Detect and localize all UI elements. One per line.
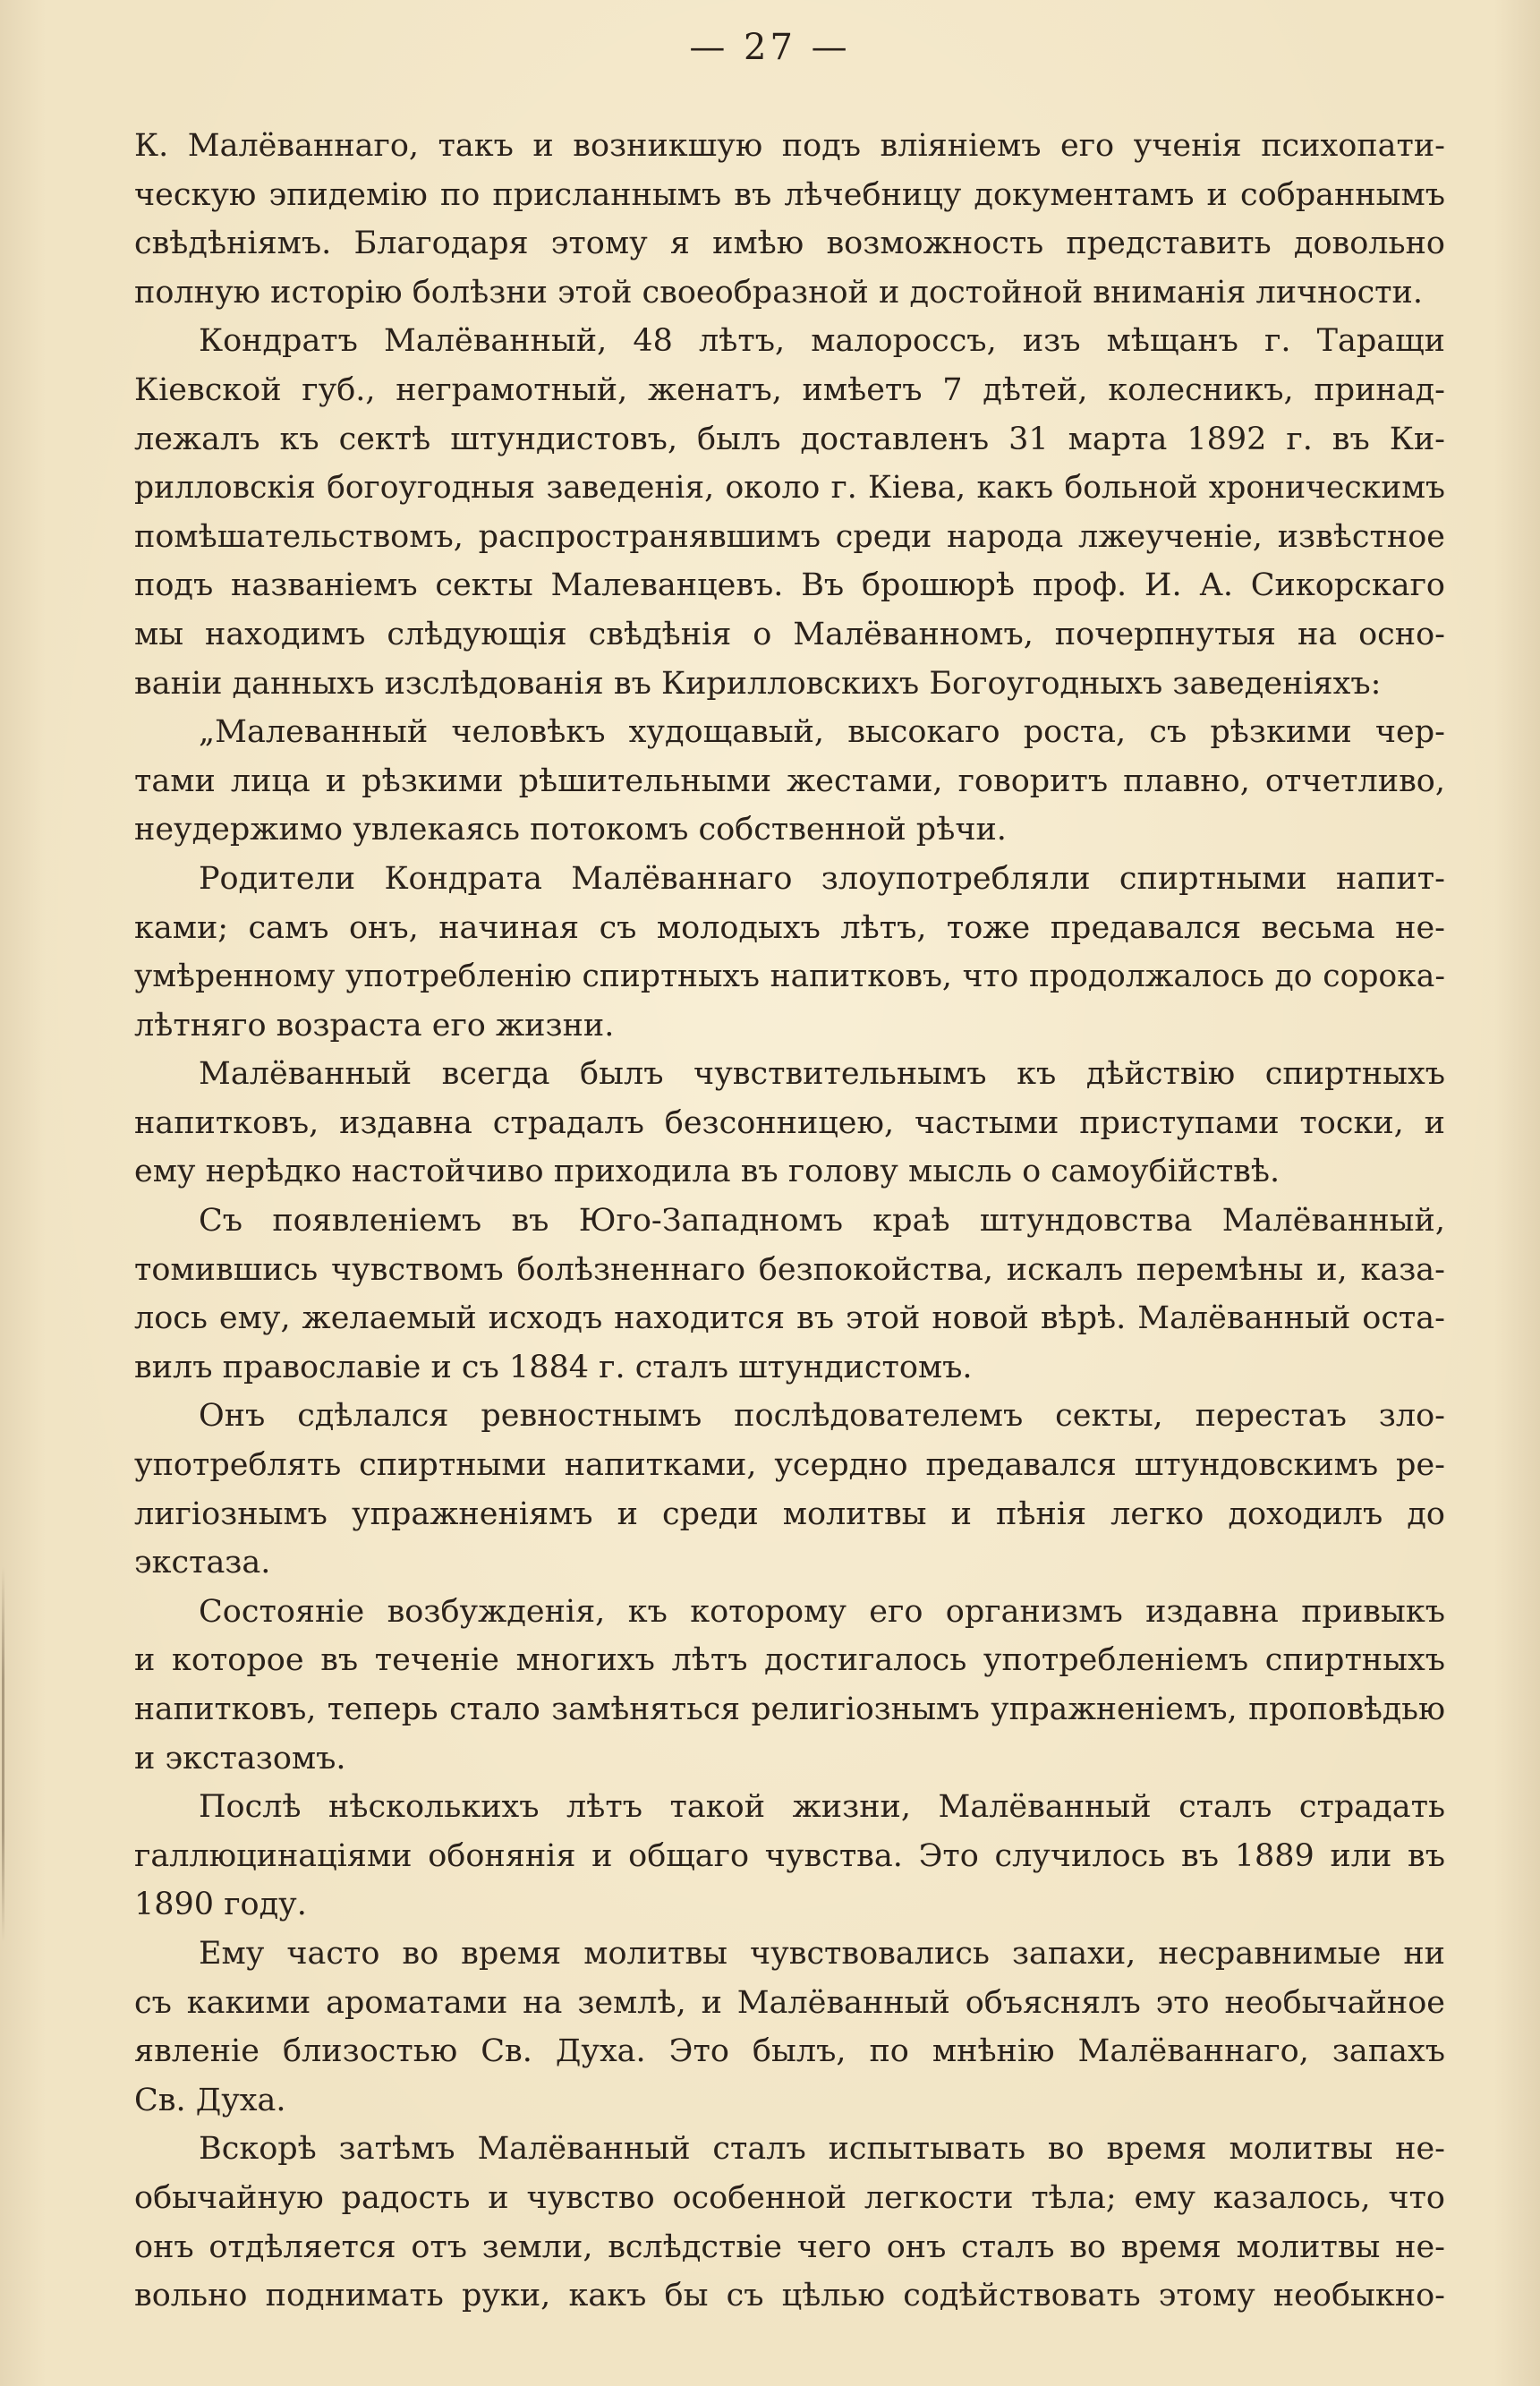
text-line: умѣренному употребленію спиртныхъ напитковъ, что продолжалось до сорока- [134, 959, 1445, 995]
text-line: явленіе близостью Св. Духа. Это былъ, по мнѣнію Малёваннаго, запахъ [134, 2033, 1445, 2070]
text-line: Вскорѣ затѣмъ Малёванный сталъ испытывать во время молитвы не- [199, 2131, 1445, 2168]
text-line: Послѣ нѣсколькихъ лѣтъ такой жизни, Малёванный сталъ страдать [199, 1789, 1445, 1826]
text-line: лежалъ къ сектѣ штундистовъ, былъ доставленъ 31 марта 1892 г. въ Ки- [134, 421, 1445, 457]
text-line: Съ появленіемъ въ Юго-Западномъ краѣ штундовства Малёванный, [199, 1203, 1445, 1240]
text-line: Родители Кондрата Малёваннаго злоупотребляли спиртными напит- [199, 860, 1445, 897]
text-line: мы находимъ слѣдующія свѣдѣнія о Малёванномъ, почерпнутыя на осно- [134, 616, 1445, 652]
text-line: лѣтняго возраста его жизни. [134, 1007, 615, 1044]
page-edge-shadow [2, 1566, 4, 1942]
text-line: ваніи данныхъ изслѣдованія въ Кирилловскихъ Богоугодныхъ заведеніяхъ: [134, 665, 1382, 702]
text-line: съ какими ароматами на землѣ, и Малёванный объяснялъ это необычайное [134, 1984, 1445, 2021]
text-line: лось ему, желаемый исходъ находится въ этой новой вѣрѣ. Малёванный оста- [134, 1300, 1445, 1337]
text-line: экстаза. [134, 1545, 271, 1581]
text-line: „Малеванный человѣкъ худощавый, высокаго роста, съ рѣзкими чер- [199, 714, 1445, 751]
text-line: тами лица и рѣзкими рѣшительными жестами, говоритъ плавно, отчетливо, [134, 763, 1445, 799]
page-number: — 27 — [689, 27, 851, 68]
text-line: и экстазомъ. [134, 1740, 346, 1777]
text-line: Кіевской губ., неграмотный, женатъ, имѣетъ 7 дѣтей, колесникъ, принад- [134, 371, 1445, 408]
text-line: лигіознымъ упражненіямъ и среди молитвы и пѣнія легко доходилъ до [134, 1496, 1445, 1532]
text-line: напитковъ, теперь стало замѣняться религіознымъ упражненіемъ, проповѣдью [134, 1692, 1445, 1727]
text-line: Малёванный всегда былъ чувствительнымъ къ дѣйствію спиртныхъ [199, 1056, 1445, 1093]
text-line: помѣшательствомъ, распространявшимъ среди народа лжеученіе, извѣстное [134, 518, 1445, 555]
text-line: вилъ православіе и съ 1884 г. сталъ штундистомъ. [134, 1349, 973, 1385]
text-line: Состояніе возбужденія, къ которому его организмъ издавна привыкъ [199, 1593, 1445, 1630]
text-line: Св. Духа. [134, 2082, 286, 2118]
text-line: употреблять спиртными напитками, усердно предавался штундовскимъ ре- [134, 1447, 1445, 1484]
body-text [134, 122, 1445, 2321]
text-line: ему нерѣдко настойчиво приходила въ голову мысль о самоубійствѣ. [134, 1154, 1280, 1190]
text-line: ческую эпидемію по присланнымъ въ лѣчебницу документамъ и собраннымъ [134, 176, 1445, 213]
text-line: ками; самъ онъ, начиная съ молодыхъ лѣтъ, тоже предавался весьма не- [134, 909, 1445, 946]
text-line: неудержимо увлекаясь потокомъ собственной рѣчи. [134, 812, 1007, 848]
text-line: томившись чувствомъ болѣзненнаго безпокойства, искалъ перемѣны и, каза- [134, 1251, 1445, 1288]
text-line: 1890 году. [134, 1887, 307, 1923]
text-line: Онъ сдѣлался ревностнымъ послѣдователемъ секты, перестаъ зло- [199, 1398, 1445, 1435]
text-line: полную исторію болѣзни этой своеобразной и достойной вниманія личности. [134, 274, 1423, 311]
text-line: онъ отдѣляется отъ земли, вслѣдствіе чего онъ сталъ во время молитвы не- [134, 2228, 1445, 2265]
text-line: Кондратъ Малёванный, 48 лѣтъ, малороссъ, изъ мѣщанъ г. Таращи [199, 323, 1445, 360]
text-line: Ему часто во время молитвы чувствовались запахи, несравнимые ни [199, 1935, 1445, 1972]
text-line: рилловскія богоугодныя заведенія, около г. Кіева, какъ больной хроническимъ [134, 470, 1445, 507]
text-line: и которое въ теченіе многихъ лѣтъ достигалось употребленіемъ спиртныхъ [134, 1642, 1445, 1679]
text-line: вольно поднимать руки, какъ бы съ цѣлью содѣйствовать этому необыкно- [134, 2278, 1445, 2314]
text-line: галлюцинаціями обонянія и общаго чувства. Это случилось въ 1889 или въ [134, 1837, 1445, 1874]
text-line: подъ названіемъ секты Малеванцевъ. Въ брошюрѣ проф. И. А. Сикорскаго [134, 567, 1445, 604]
text-line: напитковъ, издавна страдалъ безсонницею, частыми приступами тоски, и [134, 1104, 1445, 1141]
text-line: К. Малёваннаго, такъ и возникшую подъ вліяніемъ его ученія психопати- [134, 128, 1445, 164]
text-line: обычайную радость и чувство особенной легкости тѣла; ему казалось, что [134, 2179, 1445, 2216]
text-line: свѣдѣніямъ. Благодаря этому я имѣю возможность представить довольно [134, 226, 1445, 262]
